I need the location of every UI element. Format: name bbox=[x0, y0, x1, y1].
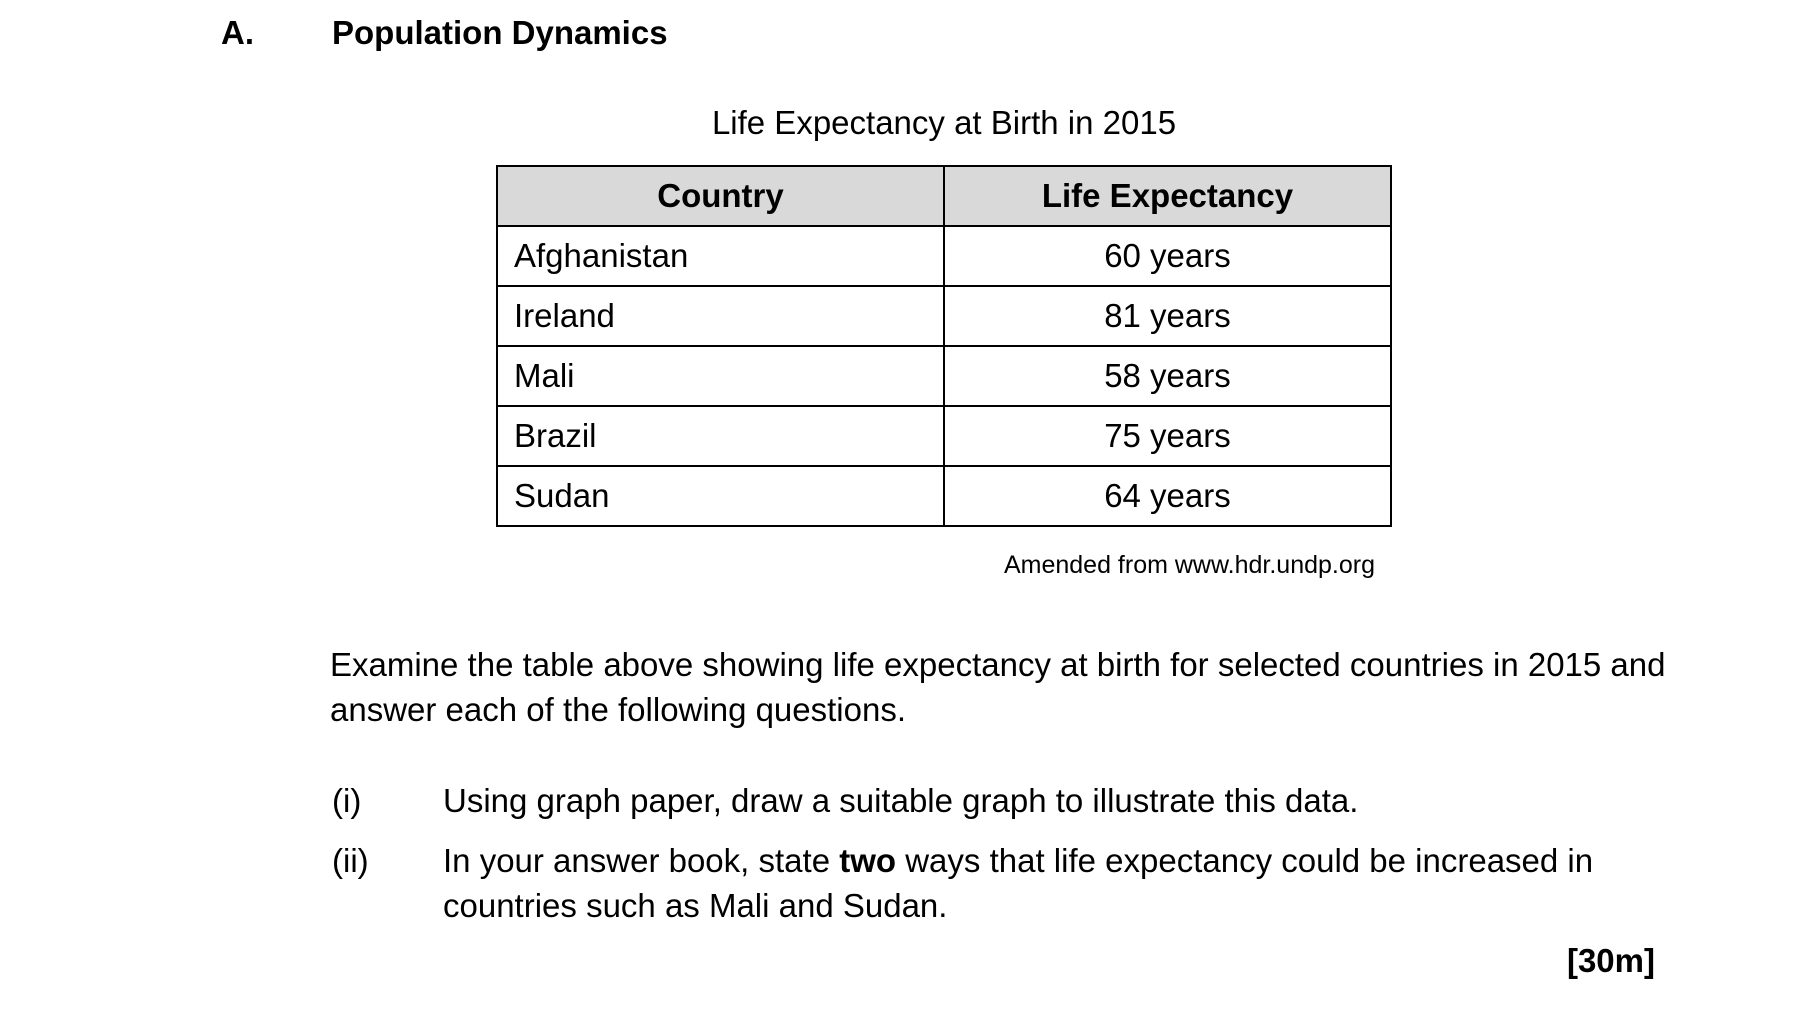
life-expectancy-table bbox=[496, 165, 1392, 527]
cell-country: Afghanistan bbox=[497, 226, 944, 286]
table-source-note: Amended from www.hdr.undp.org bbox=[1003, 551, 1375, 579]
cell-life-expectancy: 81 years bbox=[944, 286, 1391, 346]
cell-country: Brazil bbox=[497, 406, 944, 466]
header-life-expectancy: Life Expectancy bbox=[944, 166, 1391, 226]
table-row bbox=[497, 466, 1391, 526]
cell-country: Ireland bbox=[497, 286, 944, 346]
table-caption: Life Expectancy at Birth in 2015 bbox=[711, 104, 1177, 141]
header-country: Country bbox=[497, 166, 944, 226]
table-row bbox=[497, 226, 1391, 286]
table-row bbox=[497, 286, 1391, 346]
question-number: (ii) bbox=[332, 842, 369, 879]
section-letter: A. bbox=[221, 14, 254, 51]
question-text-emphasis: two bbox=[839, 842, 897, 879]
table-header-row bbox=[497, 166, 1391, 226]
question-ii bbox=[332, 838, 1733, 928]
section-title: Population Dynamics bbox=[332, 14, 668, 51]
question-text bbox=[443, 838, 1733, 928]
question-i bbox=[332, 778, 1733, 823]
table-row bbox=[497, 346, 1391, 406]
question-text-start: In your answer book, state bbox=[443, 842, 840, 879]
cell-life-expectancy: 60 years bbox=[944, 226, 1391, 286]
cell-life-expectancy: 75 years bbox=[944, 406, 1391, 466]
marks-allocation: [30m] bbox=[1566, 942, 1655, 979]
table-row bbox=[497, 406, 1391, 466]
section-heading bbox=[221, 14, 668, 52]
question-text: Using graph paper, draw a suitable graph to illustrate this data. bbox=[443, 782, 1359, 819]
cell-life-expectancy: 58 years bbox=[944, 346, 1391, 406]
question-text-end: ways that life expectancy could be increased in countries such as Mali and Sudan. bbox=[443, 842, 1594, 924]
cell-country: Mali bbox=[497, 346, 944, 406]
intro-paragraph: Examine the table above showing life expectancy at birth for selected countries in 2015 and answer each of the following questions. bbox=[330, 646, 1666, 728]
cell-country: Sudan bbox=[497, 466, 944, 526]
cell-life-expectancy: 64 years bbox=[944, 466, 1391, 526]
question-number: (i) bbox=[332, 782, 362, 819]
